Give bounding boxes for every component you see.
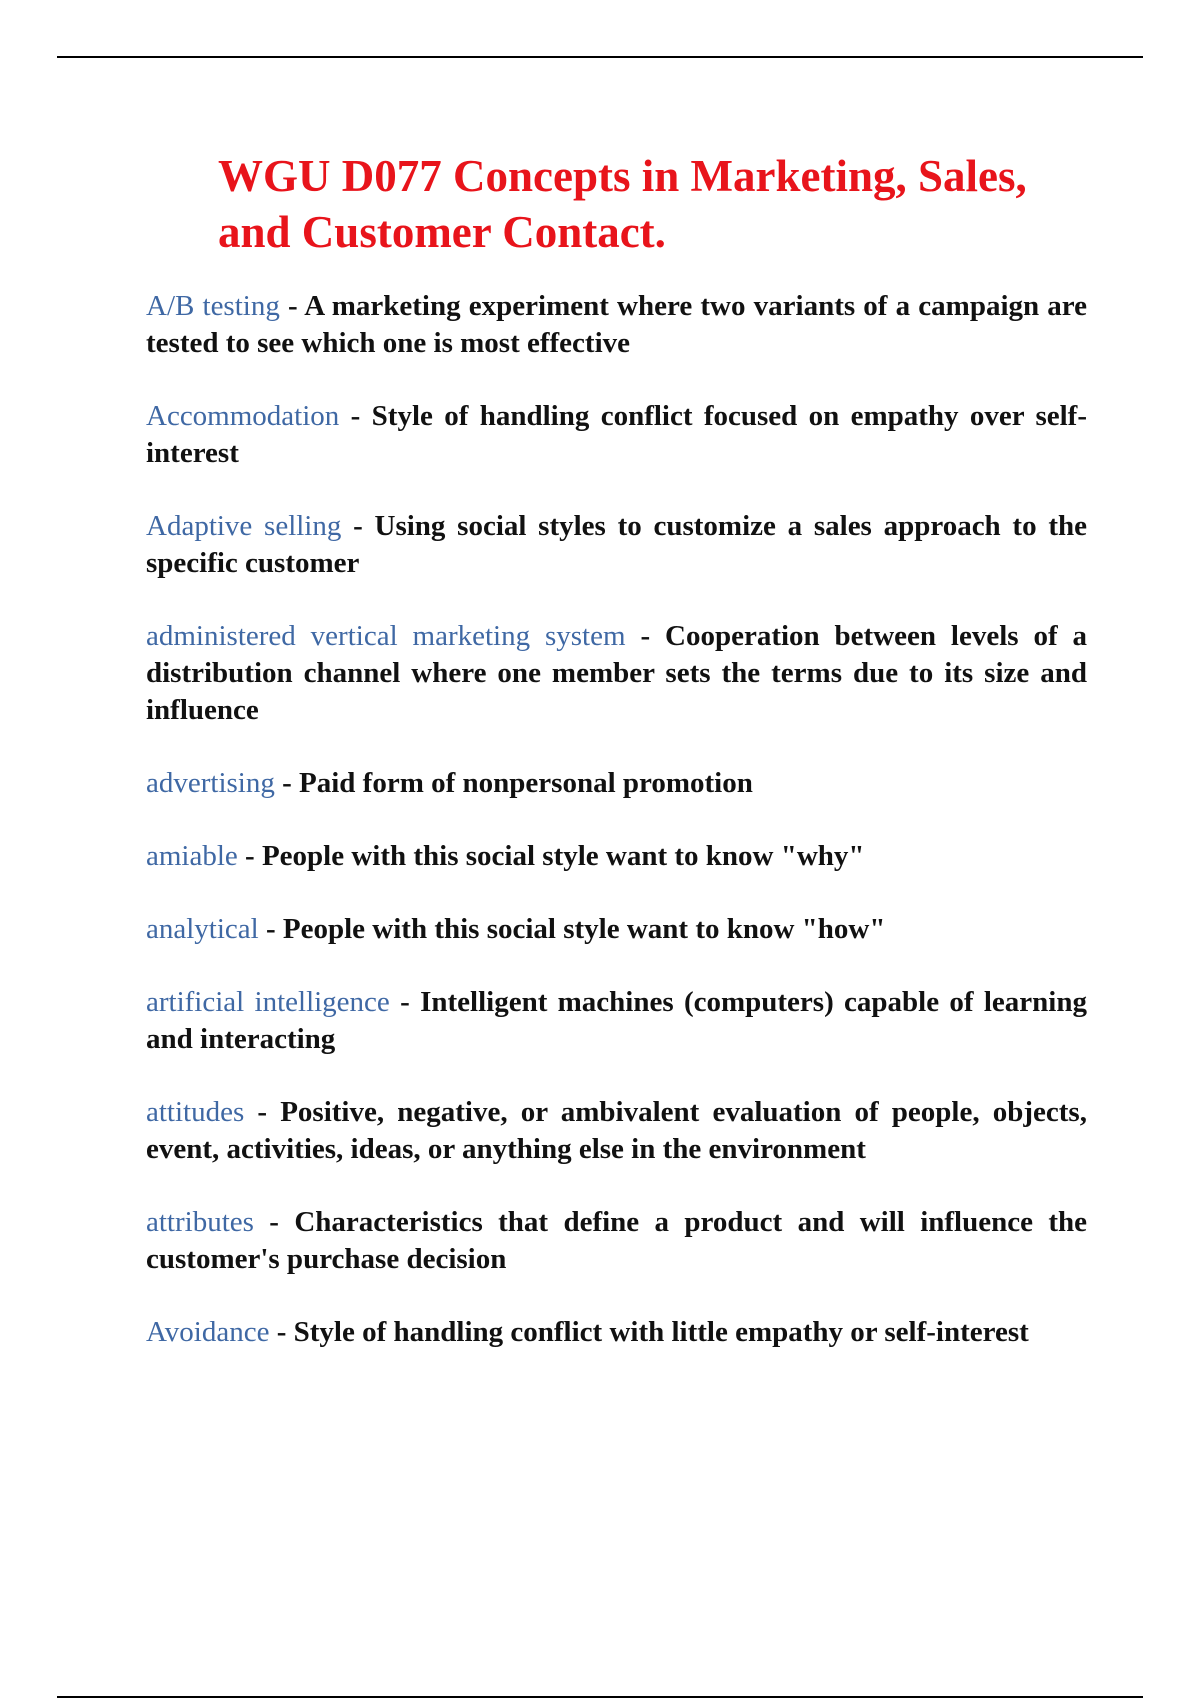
glossary-entry [146,618,1087,729]
glossary-term: attributes [146,1206,254,1238]
glossary-definition: People with this social style want to know "why" [261,840,865,872]
glossary-term: amiable [146,840,238,872]
glossary-term: Adaptive selling [146,510,342,542]
glossary-term: A/B testing [146,290,280,322]
term-separator: - [279,290,305,322]
glossary-definition: People with this social style want to know "how" [282,913,886,945]
glossary-term: attitudes [146,1096,245,1128]
term-separator: - [237,840,262,872]
glossary-entry [146,765,1087,802]
glossary-entry [146,1094,1087,1168]
glossary-definition: Cooperation between levels of a distribution channel where one member sets the terms due to its size and influence [146,620,1087,726]
glossary-definition: Style of handling conflict with little empathy or self-interest [293,1316,1029,1348]
term-separator: - [253,1206,295,1238]
glossary-definition: A marketing experiment where two variants of a campaign are tested to see which one is most effective [146,290,1088,359]
glossary-term: Avoidance [146,1316,270,1348]
glossary-term: advertising [146,767,275,799]
glossary-term: analytical [146,913,259,945]
glossary-list [146,288,1087,1387]
term-separator: - [625,620,665,652]
glossary-entry [146,1204,1087,1278]
glossary-definition: Using social styles to customize a sales approach to the specific customer [146,510,1087,579]
glossary-entry [146,1314,1087,1351]
glossary-entry [146,288,1087,362]
term-separator: - [244,1096,281,1128]
term-separator: - [258,913,283,945]
glossary-definition: Positive, negative, or ambivalent evaluation of people, objects, event, activities, ideas, or anything else in the environment [146,1096,1087,1165]
term-separator: - [269,1316,294,1348]
glossary-term: administered vertical marketing system [146,620,626,652]
term-separator: - [274,767,300,799]
top-rule [57,56,1143,58]
term-separator: - [341,510,375,542]
term-separator: - [389,986,421,1018]
glossary-entry [146,508,1087,582]
glossary-definition: Paid form of nonpersonal promotion [299,767,753,799]
glossary-entry [146,911,1087,948]
glossary-entry [146,838,1087,875]
document-title: WGU D077 Concepts in Marketing, Sales, and Customer Contact. [218,151,1027,257]
term-separator: - [339,400,372,432]
glossary-definition: Style of handling conflict focused on empathy over self-interest [146,400,1087,469]
glossary-entry [146,984,1087,1058]
bottom-rule [57,1696,1143,1698]
glossary-term: Accommodation [146,400,340,432]
glossary-definition: Characteristics that define a product and will influence the customer's purchase decision [146,1206,1087,1275]
glossary-definition: Intelligent machines (computers) capable of learning and interacting [146,986,1087,1055]
glossary-entry [146,398,1087,472]
glossary-term: artificial intelligence [146,986,390,1018]
